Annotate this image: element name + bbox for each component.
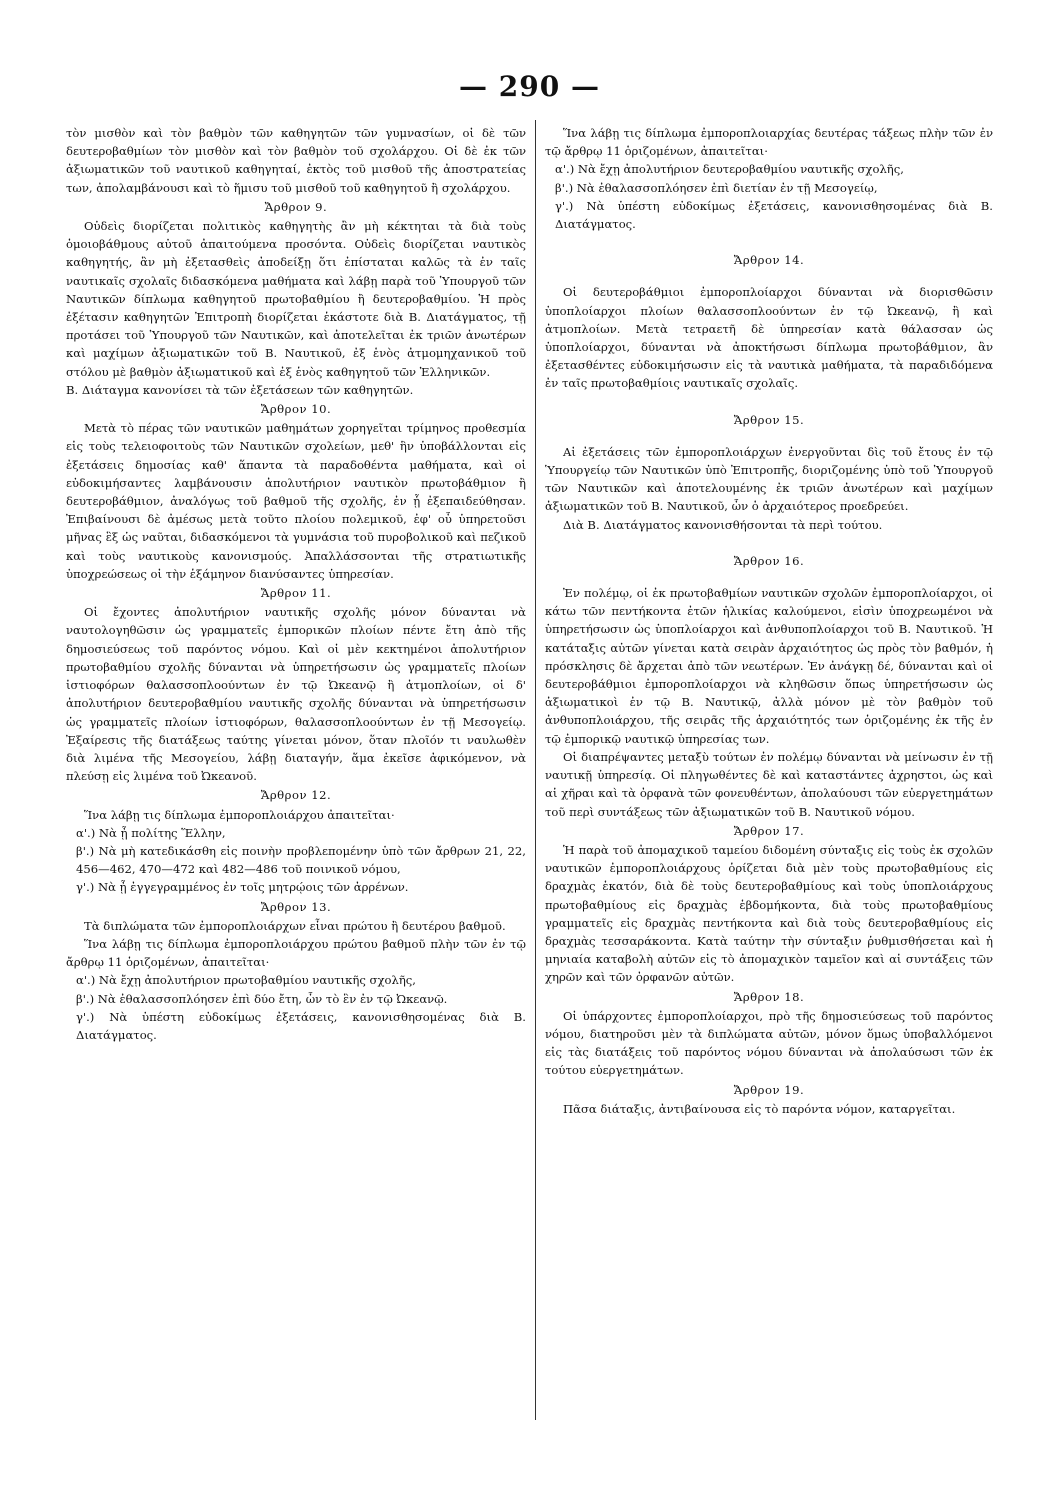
paragraph: Οἱ διαπρέψαντες μεταξὺ τούτων ἐν πολέμῳ δύνανται νὰ μείνωσιν ἐν τῇ ναυτικῇ ὑπηρεσίᾳ. Οἱ πληγωθέντες δὲ καὶ καταστάντες ἀχρηστοι, ὡς καὶ αἱ χῆραι καὶ τὰ ὀρφανὰ τῶν φονευθέντων, ἀπολαύουσι τῶν εὐεργετημάτων τοῦ περὶ συντάξεως τῶν ἀξιωματικῶν τοῦ Β. Ναυτικοῦ νόμου. [545,749,993,819]
column-divider [535,120,536,1420]
paragraph: Τὰ διπλώματα τῶν ἐμποροπλοιάρχων εἶναι πρώτου ἢ δευτέρου βαθμοῦ. [84,918,506,933]
paragraph: τὸν μισθὸν καὶ τὸν βαθμὸν τῶν καθηγητῶν τῶν γυμνασίων, οἱ δὲ τῶν δευτεροβαθμίων τὸν μισθὸν καὶ τὸν βαθμὸν τοῦ σχολάρχου. Οἱ δὲ ἐκ τῶν ἀξιωματικῶν τοῦ ναυτικοῦ καθηγηταί, ἐκτὸς τοῦ μισθοῦ τῆς ἀποστρατείας των, ἀπολαμβάνουσι καὶ τὸ ἥμισυ τοῦ μισθοῦ τοῦ καθηγητοῦ ἢ σχολάρχου. [66,126,526,195]
article-heading: Ἄρθρον 15. [733,412,805,427]
list-item: γ'.) Νὰ ᾖ ἐγγεγραμμένος ἐν τοῖς μητρῴοις τῶν ἀρρένων. [76,880,409,895]
paragraph: Οἱ ὑπάρχοντες ἐμποροπλοίαρχοι, πρὸ τῆς δημοσιεύσεως τοῦ παρόντος νόμου, διατηροῦσι μὲν τὰ διπλώματα αὐτῶν, μόνον ὅμως ὑποβαλλόμενοι εἰς τὰς διατάξεις τοῦ παρόντος νόμου δύνανται νὰ ἀπολαύσωσι τῶν ἐκ τούτου εὐεργετημάτων. [545,1008,993,1078]
paragraph: Οὐδεὶς διορίζεται πολιτικὸς καθηγητὴς ἂν μὴ κέκτηται τὰ διὰ τοὺς ὁμοιοβάθμους αὐτοῦ ἀπαιτούμενα προσόντα. Οὐδεὶς διορίζεται ναυτικὸς καθηγητής, ἂν μὴ ἐξετασθεὶς ἀποδείξῃ ὅτι ἐπίσταται καλῶς τὰ ἐν ταῖς ναυτικαῖς σχολαῖς διδασκόμενα μαθήματα καὶ λάβῃ παρὰ τοῦ Ὑπουργοῦ τῶν Ναυτικῶν δίπλωμα καθηγητοῦ πρωτοβαθμίου ἢ δευτεροβαθμίου. Ἡ πρὸς ἐξέτασιν καθηγητῶν Ἐπιτροπὴ διορίζεται ἑκάστοτε διὰ Β. Διατάγματος, τῇ προτάσει τοῦ Ὑπουργοῦ τῶν Ναυτικῶν, καὶ ἀποτελεῖται ἐκ τριῶν ἀνωτέρων καὶ μαχίμων ἀξιωματικῶν τοῦ Β. Ναυτικοῦ, ἐξ ἑνὸς ἀτμομηχανικοῦ τοῦ στόλου μὲ βαθμὸν ἀξιωματικοῦ καὶ ἐξ ἑνὸς καθηγητοῦ τῶν Ἑλληνικῶν. [66,219,526,379]
paragraph: Β. Διάταγμα κανονίσει τὰ τῶν ἐξετάσεων τῶν καθηγητῶν. [66,382,414,397]
paragraph: Ἵνα λάβῃ τις δίπλωμα ἐμποροπλοιαρχίας δευτέρας τάξεως πλὴν τῶν ἐν τῷ ἄρθρῳ 11 ὁριζομένων, ἀπαιτεῖται· [545,126,993,159]
paragraph: Ἡ παρὰ τοῦ ἀπομαχικοῦ ταμείου διδομένη σύνταξις εἰς τοὺς ἐκ σχολῶν ναυτικῶν ἐμποροπλοιάρχους ὁρίζεται διὰ μὲν τοὺς πρωτοβαθμίους εἰς δραχμὰς ἑκατόν, διὰ δὲ τοὺς δευτεροβαθμίους καὶ τοὺς ὑποπλοιάρχους πρωτοβαθμίους εἰς δραχμὰς ἑβδομήκοντα, διὰ τοὺς πρωτοβαθμίους γραμματεῖς εἰς δραχμὰς πεντήκοντα καὶ διὰ τοὺς δευτεροβαθμίους εἰς δραχμὰς τεσσαράκοντα. Κατὰ ταύτην τὴν σύνταξιν ῥυθμισθήσεται καὶ ἡ μηνιαία καταβολὴ αὐτῶν εἰς τὸ ἀπομαχικὸν ταμεῖον καὶ αἱ συντάξεις τῶν χηρῶν καὶ τῶν ὀρφανῶν αὐτῶν. [545,842,993,985]
paragraph: Οἱ ἔχοντες ἀπολυτήριον ναυτικῆς σχολῆς μόνον δύνανται νὰ ναυτολογηθῶσιν ὡς γραμματεῖς ἐμπορικῶν πλοίων πέντε ἔτη ἀπὸ τῆς δημοσιεύσεως τοῦ παρόντος νόμου. Καὶ οἱ μὲν κεκτημένοι ἀπολυτήριον πρωτοβαθμίου σχολῆς δύνανται νὰ ὑπηρετήσωσιν ὡς γραμματεῖς πλοίων ἱστιοφόρων θαλασσοπλοούντων ἐν τῷ Ὠκεανῷ ἢ ἀτμοπλοίων, οἱ δ' ἀπολυτήριον δευτεροβαθμίου ναυτικῆς σχολῆς δύνανται νὰ ὑπηρετήσωσιν ὡς γραμματεῖς πλοίων ἱστιοφόρων, θαλασσοπλοούντων ἐν τῇ Μεσογείῳ. Ἐξαίρεσις τῆς διατάξεως ταύτης γίνεται μόνον, ὅταν πλοῖόν τι ναυλωθὲν διὰ λιμένα τῆς Μεσογείου, λάβῃ διαταγήν, ἅμα ἐκεῖσε ἀφικόμενον, νὰ πλεύσῃ εἰς λιμένα τοῦ Ὠκεανοῦ. [66,605,526,784]
article-heading: Ἄρθρον 17. [733,823,805,838]
paragraph: Διὰ Β. Διατάγματος κανονισθήσονται τὰ περὶ τούτου. [563,517,883,532]
list-item: α'.) Νὰ ᾖ πολίτης Ἕλλην, [76,825,226,840]
list-item: α'.) Νὰ ἔχῃ ἀπολυτήριον πρωτοβαθμίου ναυτικῆς σχολῆς, [76,973,416,988]
article-heading: Ἄρθρον 19. [733,1082,805,1097]
list-item: β'.) Νὰ ἐθαλασσοπλόησεν ἐπὶ δύο ἔτη, ὧν τὸ ἓν ἐν τῷ Ὠκεανῷ. [76,991,448,1006]
left-column [66,124,526,1044]
list-item: β'.) Νὰ μὴ κατεδικάσθη εἰς ποινὴν προβλεπομένην ὑπὸ τῶν ἄρθρων 21, 22, 456—462, 470—472 καὶ 482—486 τοῦ ποινικοῦ νόμου, [76,843,526,877]
article-heading: Ἄρθρον 10. [260,402,332,417]
paragraph: Οἱ δευτεροβάθμιοι ἐμποροπλοίαρχοι δύνανται νὰ διορισθῶσιν ὑποπλοίαρχοι πλοίων θαλασσοπλοούντων ἐν τῷ Ὠκεανῷ, ἢ καὶ ἀτμοπλοίων. Μετὰ τετραετῆ δὲ ὑπηρεσίαν κατὰ θάλασσαν ὡς ὑποπλοίαρχοι, δύνανται νὰ ἀποκτήσωσι δίπλωμα πρωτοβάθμιον, ἂν ἐξετασθέντες εὐδοκιμήσωσιν εἰς τὰ ναυτικὰ μαθήματα, τὰ παραδιδόμενα ἐν ταῖς πρωτοβαθμίοις ναυτικαῖς σχολαῖς. [545,285,993,391]
article-heading: Ἄρθρον 12. [260,788,332,803]
article-heading: Ἄρθρον 9. [264,199,328,214]
page-number: — 290 — [459,70,600,103]
article-heading: Ἄρθρον 14. [733,253,805,268]
paragraph: Ἐν πολέμῳ, οἱ ἐκ πρωτοβαθμίων ναυτικῶν σχολῶν ἐμποροπλοίαρχοι, οἱ κάτω τῶν πεντήκοντα ἐτῶν ἡλικίας καλούμενοι, εἰσὶν ὑποχρεωμένοι νὰ ὑπηρετήσωσιν ὡς ὑποπλοίαρχοι καὶ ἀνθυποπλοίαρχοι τοῦ Β. Ναυτικοῦ. Ἡ κατάταξις αὐτῶν γίνεται κατὰ σειρὰν ἀρχαιότητος ὡς πρὸς τὸν βαθμόν, ἡ πρόσκλησις δὲ ἄρχεται ἀπὸ τῶν νεωτέρων. Ἐν ἀνάγκῃ δέ, δύνανται καὶ οἱ δευτεροβάθμιοι ἐμποροπλοίαρχοι νὰ κληθῶσιν ὅπως ὑπηρετήσωσιν ὡς ἀξιωματικοὶ ἐν τῷ Β. Ναυτικῷ, ἀλλὰ μόνον μὲ τὸν βαθμὸν τοῦ ἀνθυποπλοιάρχου, τῆς σειρᾶς τῆς ἀρχαιότητός των ὁριζομένης ἐκ τῆς ἐν τῷ ἐμπορικῷ ναυτικῷ ὑπηρεσίας των. [545,586,993,746]
paragraph: Πᾶσα διάταξις, ἀντιβαίνουσα εἰς τὸ παρόντα νόμον, καταργεῖται. [563,1101,956,1116]
list-item: γ'.) Νὰ ὑπέστη εὐδοκίμως ἐξετάσεις, κανονισθησομένας διὰ Β. Διατάγματος. [555,198,993,232]
article-heading: Ἄρθρον 18. [733,989,805,1004]
right-column [545,124,993,1118]
list-item: α'.) Νὰ ἔχῃ ἀπολυτήριον δευτεροβαθμίου ναυτικῆς σχολῆς, [555,162,904,177]
list-item: β'.) Νὰ ἐθαλασσοπλόησεν ἐπὶ διετίαν ἐν τῇ Μεσογείῳ, [555,180,878,195]
list-item: γ'.) Νὰ ὑπέστη εὐδοκίμως ἐξετάσεις, κανονισθησομένας διὰ Β. Διατάγματος. [76,1009,526,1042]
paragraph: Ἵνα λάβῃ τις δίπλωμα ἐμποροπλοιάρχου πρώτου βαθμοῦ πλὴν τῶν ἐν τῷ ἄρθρῳ 11 ὁριζομένων, ἀπαιτεῖται· [66,936,526,970]
paragraph: Μετὰ τὸ πέρας τῶν ναυτικῶν μαθημάτων χορηγεῖται τρίμηνος προθεσμία εἰς τοὺς τελειοφοιτοὺς τῶν Ναυτικῶν σχολείων, μεθ' ἣν ὑποβάλλονται εἰς ἐξετάσεις δημοσίας καθ' ἅπαντα τὰ παραδοθέντα μαθήματα, καὶ οἱ εὐδοκιμήσαντες λαμβάνουσιν ἀπολυτήριον ναυτικὸν πρωτοβάθμιον ἢ δευτεροβάθμιον, ἀναλόγως τοῦ βαθμοῦ τῆς σχολῆς, ἐν ᾗ ἐξεπαιδεύθησαν. Ἐπιβαίνουσι δὲ ἀμέσως μετὰ τοῦτο πλοίου πολεμικοῦ, ἐφ' οὗ ὑπηρετοῦσι μῆνας ἓξ ὡς ναῦται, διδασκόμενοι τὰ γυμνάσια τοῦ πυροβολικοῦ καὶ πεζικοῦ καὶ τοὺς ναυτικοὺς κανονισμούς. Ἀπαλλάσσονται τῆς στρατιωτικῆς ὑποχρεώσεως οἱ τὴν ἑξάμηνον διανύσαντες ὑπηρεσίαν. [66,421,526,581]
article-heading: Ἄρθρον 16. [733,553,805,568]
paragraph: Ἵνα λάβῃ τις δίπλωμα ἐμποροπλοιάρχου ἀπαιτεῖται· [84,807,395,822]
article-heading: Ἄρθρον 13. [260,899,332,914]
paragraph: Αἱ ἐξετάσεις τῶν ἐμποροπλοιάρχων ἐνεργοῦνται δὶς τοῦ ἔτους ἐν τῷ Ὑπουργείῳ τῶν Ναυτικῶν ὑπὸ Ἐπιτροπῆς, διοριζομένης ὑπὸ τοῦ Ὑπουργοῦ τῶν Ναυτικῶν καὶ ἀποτελουμένης ἐκ τριῶν ἀνωτέρων καὶ μαχίμων ἀξιωματικῶν τοῦ Β. Ναυτικοῦ, ὧν ὁ ἀρχαιότερος προεδρεύει. [545,444,993,514]
article-heading: Ἄρθρον 11. [260,586,332,601]
